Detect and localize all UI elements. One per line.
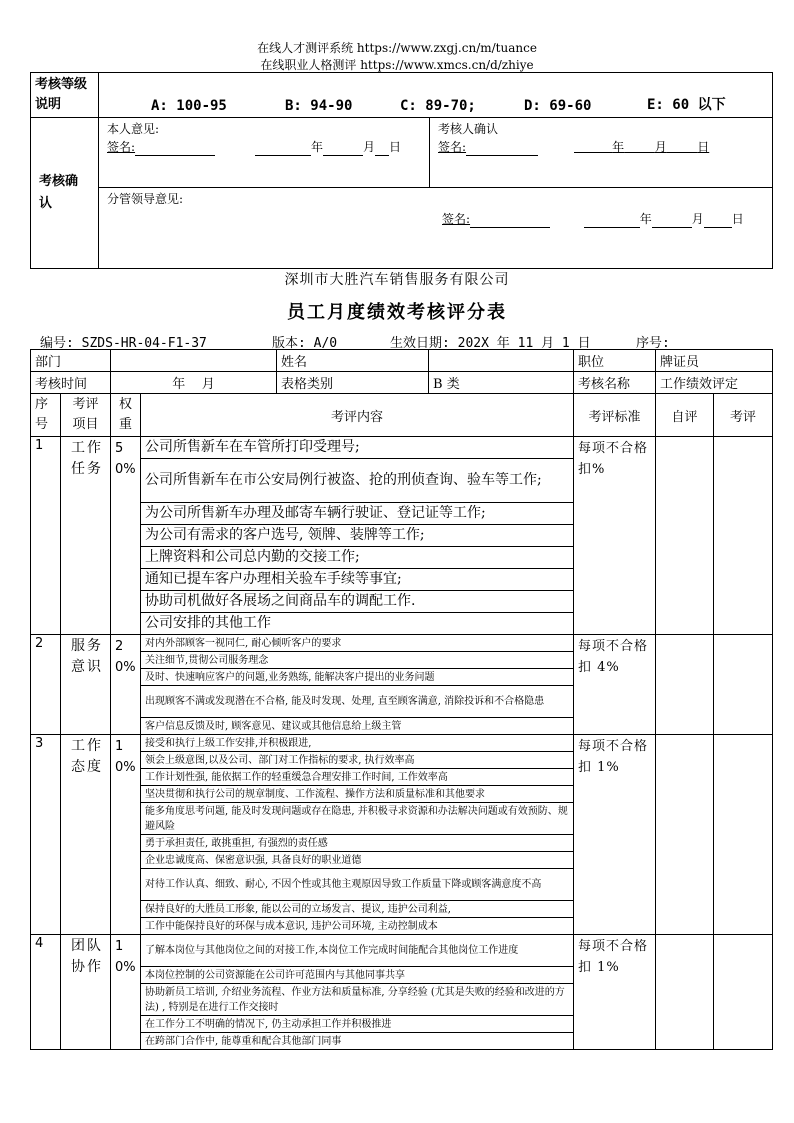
form-type-label: 表格类别 [277, 372, 429, 394]
content-text: 上牌资料和公司总内勤的交接工作; [141, 547, 574, 569]
section-no: 2 [31, 635, 61, 735]
section-weight: 50% [111, 437, 141, 635]
sections-body [31, 437, 773, 1050]
content-row [31, 437, 773, 459]
content-text: 工作中能保持良好的环保与成本意识, 违护公司环境, 主动控制成本 [141, 918, 574, 935]
assessor-signature-label: 签名: [438, 140, 467, 154]
header-line-1: 在线人才测评系统 https://www.zxgj.cn/m/tuance [257, 41, 537, 55]
section-item: 团队协作 [61, 935, 111, 1050]
assess-name-label: 考核名称 [574, 372, 656, 394]
section-weight: 20% [111, 635, 141, 735]
content-text: 接受和执行上级工作安排,并积极跟进, [141, 735, 574, 752]
assess-score-cell[interactable] [714, 735, 773, 935]
leader-year-line[interactable] [584, 213, 640, 228]
grade-c: C: 89-70; [400, 98, 476, 114]
self-score-cell[interactable] [656, 935, 714, 1050]
self-day: 日 [389, 140, 402, 154]
grading-label: 考核等级说明 [31, 73, 99, 118]
assessor-confirm-label: 考核人确认 [438, 122, 499, 136]
assess-score-cell[interactable] [714, 635, 773, 735]
self-score-cell[interactable] [656, 437, 714, 635]
content-text: 工作计划性强, 能依据工作的轻重缓急合理安排工作时间, 工作效率高 [141, 769, 574, 786]
self-month: 月 [363, 140, 376, 154]
col-self: 自评 [656, 394, 714, 437]
leader-year: 年 [639, 212, 652, 226]
content-text: 在工作分工不明确的情况下, 仍主动承担工作并积极推进 [141, 1016, 574, 1033]
grade-b: B: 94-90 [285, 98, 353, 114]
form-version: 版本: A/0 [272, 336, 338, 351]
col-weight: 权重 [111, 394, 141, 437]
grade-d: D: 69-60 [524, 98, 592, 114]
leader-month-line[interactable] [652, 213, 692, 228]
name-label: 姓名 [277, 350, 429, 372]
self-signature-line[interactable] [135, 141, 215, 156]
section-weight: 10% [111, 935, 141, 1050]
content-text: 勇于承担责任, 敢挑重担, 有强烈的责任感 [141, 835, 574, 852]
period-label: 考核时间 [31, 372, 111, 394]
header-line-2: 在线职业人格测评 https://www.xmcs.cn/d/zhiye [260, 58, 534, 72]
leader-day-line[interactable] [704, 213, 732, 228]
leader-month: 月 [691, 212, 704, 226]
col-assess: 考评 [714, 394, 773, 437]
company-name: 深圳市大胜汽车销售服务有限公司 [284, 272, 510, 288]
section-item: 工作态度 [61, 735, 111, 935]
leader-signature-label: 签名: [442, 212, 471, 226]
grade-e: E: 60 以下 [647, 97, 726, 113]
self-signature-label: 签名: [107, 140, 136, 154]
assess-score-cell[interactable] [714, 437, 773, 635]
self-year: 年 [311, 140, 324, 154]
content-text: 了解本岗位与其他岗位之间的对接工作,本岗位工作完成时间能配合其他岗位工作进度 [141, 935, 574, 967]
col-content: 考评内容 [141, 394, 574, 437]
content-text: 在跨部门合作中, 能尊重和配合其他部门同事 [141, 1033, 574, 1050]
confirm-label: 考核确认 [31, 118, 99, 269]
section-no: 1 [31, 437, 61, 635]
period-value[interactable]: 年 月 [111, 372, 277, 394]
section-standard: 每项不合格扣 1% [574, 935, 656, 1050]
self-score-cell[interactable] [656, 635, 714, 735]
content-text: 通知已提车客户办理相关验车手续等事宜; [141, 569, 574, 591]
col-item: 考评项目 [61, 394, 111, 437]
grade-a: A: 100-95 [151, 98, 227, 114]
content-text: 公司所售新车在车管所打印受理号; [141, 437, 574, 459]
content-text: 本岗位控制的公司资源能在公司许可范围内与其他同事共享 [141, 967, 574, 984]
col-no: 序号 [31, 394, 61, 437]
section-item: 工作任务 [61, 437, 111, 635]
form-effective-date: 生效日期: 202X 年 11 月 1 日 [390, 336, 591, 351]
form-type-value: B 类 [429, 372, 574, 394]
content-text: 出现顾客不满或发现潜在不合格, 能及时发现、处理, 直至顾客满意, 消除投诉和不合格隐患 [141, 686, 574, 718]
self-opinion-label: 本人意见: [107, 122, 160, 136]
section-standard: 每项不合格扣% [574, 437, 656, 635]
content-text: 对内外部顾客一视同仁, 耐心倾听客户的要求 [141, 635, 574, 652]
self-year-line[interactable] [255, 141, 311, 156]
assessor-date[interactable]: 年 月 日 [612, 140, 710, 154]
content-row [31, 735, 773, 752]
content-text: 能多角度思考问题, 能及时发现问题或存在隐患, 并积极寻求资源和办法解决问题或有效预防、规避风险 [141, 803, 574, 835]
content-text: 为公司所售新车办理及邮寄车辆行驶证、登记证等工作; [141, 503, 574, 525]
content-text: 为公司有需求的客户选号, 领牌、装牌等工作; [141, 525, 574, 547]
name-value[interactable] [429, 350, 574, 372]
self-score-cell[interactable] [656, 735, 714, 935]
assess-name-value: 工作绩效评定 [656, 372, 773, 394]
form-title: 员工月度绩效考核评分表 [287, 302, 507, 323]
self-month-line[interactable] [323, 141, 363, 156]
leader-day: 日 [731, 212, 744, 226]
leader-signature-line[interactable] [470, 213, 550, 228]
position-value: 牌证员 [656, 350, 773, 372]
form-code: 编号: SZDS-HR-04-F1-37 [40, 336, 207, 351]
section-weight: 10% [111, 735, 141, 935]
dept-label: 部门 [31, 350, 111, 372]
content-text: 公司安排的其他工作 [141, 613, 574, 635]
section-standard: 每项不合格扣 1% [574, 735, 656, 935]
content-text: 对待工作认真、细致、耐心, 不因个性或其他主观原因导致工作质量下降或顾客满意度不高 [141, 869, 574, 901]
content-text: 协助新员工培训, 介绍业务流程、作业方法和质量标准, 分享经验 (尤其是失败的经验和改进的方法) , 特别是在进行工作交接时 [141, 984, 574, 1016]
self-day-line[interactable] [375, 141, 389, 156]
section-standard: 每项不合格扣 4% [574, 635, 656, 735]
section-no: 4 [31, 935, 61, 1050]
content-row [31, 635, 773, 652]
content-text: 客户信息反馈及时, 顾客意见、建议或其他信息给上级主管 [141, 718, 574, 735]
confirm-table [30, 72, 773, 269]
content-text: 领会上级意图,以及公司、部门对工作指标的要求, 执行效率高 [141, 752, 574, 769]
content-text: 企业忠诚度高、保密意识强, 具备良好的职业道德 [141, 852, 574, 869]
content-text: 保持良好的大胜员工形象, 能以公司的立场发言、提议, 违护公司利益, [141, 901, 574, 918]
section-item: 服务意识 [61, 635, 111, 735]
assessor-signature-line[interactable] [466, 141, 538, 156]
assess-score-cell[interactable] [714, 935, 773, 1050]
content-text: 关注细节,贯彻公司服务理念 [141, 652, 574, 669]
assessment-table [30, 349, 773, 1050]
content-text: 协助司机做好各展场之间商品车的调配工作. [141, 591, 574, 613]
position-label: 职位 [574, 350, 656, 372]
section-no: 3 [31, 735, 61, 935]
content-text: 公司所售新车在市公安局例行被盗、抢的刑侦查询、验车等工作; [141, 459, 574, 503]
dept-value[interactable] [111, 350, 277, 372]
col-standard: 考评标准 [574, 394, 656, 437]
content-row [31, 935, 773, 967]
form-seq: 序号: [636, 336, 670, 351]
content-text: 坚决贯彻和执行公司的规章制度、工作流程、操作方法和质量标准和其他要求 [141, 786, 574, 803]
content-text: 及时、快速响应客户的问题,业务熟练, 能解决客户提出的业务问题 [141, 669, 574, 686]
leader-opinion-label: 分管领导意见: [107, 192, 184, 206]
